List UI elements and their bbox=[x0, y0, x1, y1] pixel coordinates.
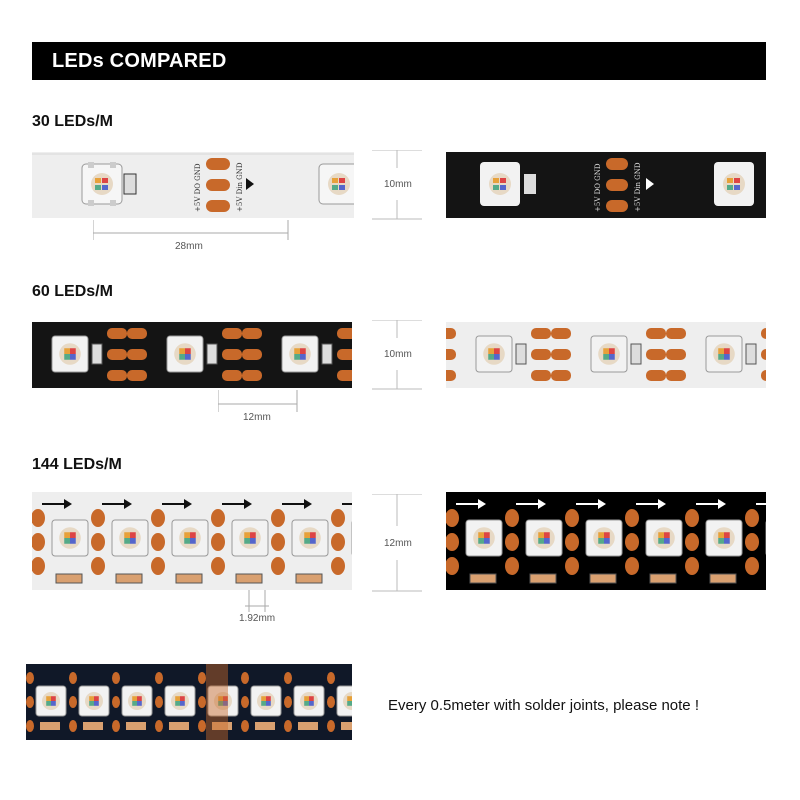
svg-text:+5V Din GND: +5V Din GND bbox=[236, 162, 244, 212]
width-label-30: 10mm bbox=[384, 179, 412, 190]
pitch-label-144: 1.92mm bbox=[239, 613, 276, 624]
led-strip-30-black-image bbox=[446, 152, 766, 218]
strip-60-white bbox=[446, 322, 766, 388]
page-header bbox=[32, 42, 766, 80]
svg-text:+5V Din GND: +5V Din GND bbox=[634, 162, 642, 212]
led-strip-30-white-image bbox=[32, 152, 354, 218]
solder-joint-strip-image bbox=[26, 664, 352, 740]
led-strip-144-black-image bbox=[446, 492, 766, 590]
section-label-60: 60 LEDs/M bbox=[32, 283, 113, 300]
strip-60-black bbox=[32, 322, 352, 388]
width-label-60: 10mm bbox=[384, 349, 412, 360]
strip-30-black bbox=[446, 152, 766, 218]
solder-joint-note: Every 0.5meter with solder joints, please note ! bbox=[388, 697, 699, 714]
led-strip-144-white-image bbox=[32, 492, 352, 590]
pitch-label-60: 12mm bbox=[243, 412, 271, 423]
page-title: LEDs COMPARED bbox=[52, 50, 227, 72]
width-label-144: 12mm bbox=[384, 538, 412, 549]
strip-144-white bbox=[32, 492, 352, 590]
pitch-label-30: 28mm bbox=[175, 241, 203, 252]
led-strip-60-black-image bbox=[32, 322, 352, 388]
svg-text:+5V DO GND: +5V DO GND bbox=[194, 163, 202, 212]
svg-text:+5V DO GND: +5V DO GND bbox=[594, 163, 602, 212]
section-label-144: 144 LEDs/M bbox=[32, 456, 122, 473]
strip-30-white bbox=[32, 152, 354, 218]
strip-144-black bbox=[446, 492, 766, 590]
strip-solder-joint bbox=[26, 664, 352, 740]
led-strip-60-white-image bbox=[446, 322, 766, 388]
section-label-30: 30 LEDs/M bbox=[32, 113, 113, 130]
pitch-marker-30 bbox=[93, 220, 289, 240]
pitch-marker-144 bbox=[245, 590, 270, 614]
